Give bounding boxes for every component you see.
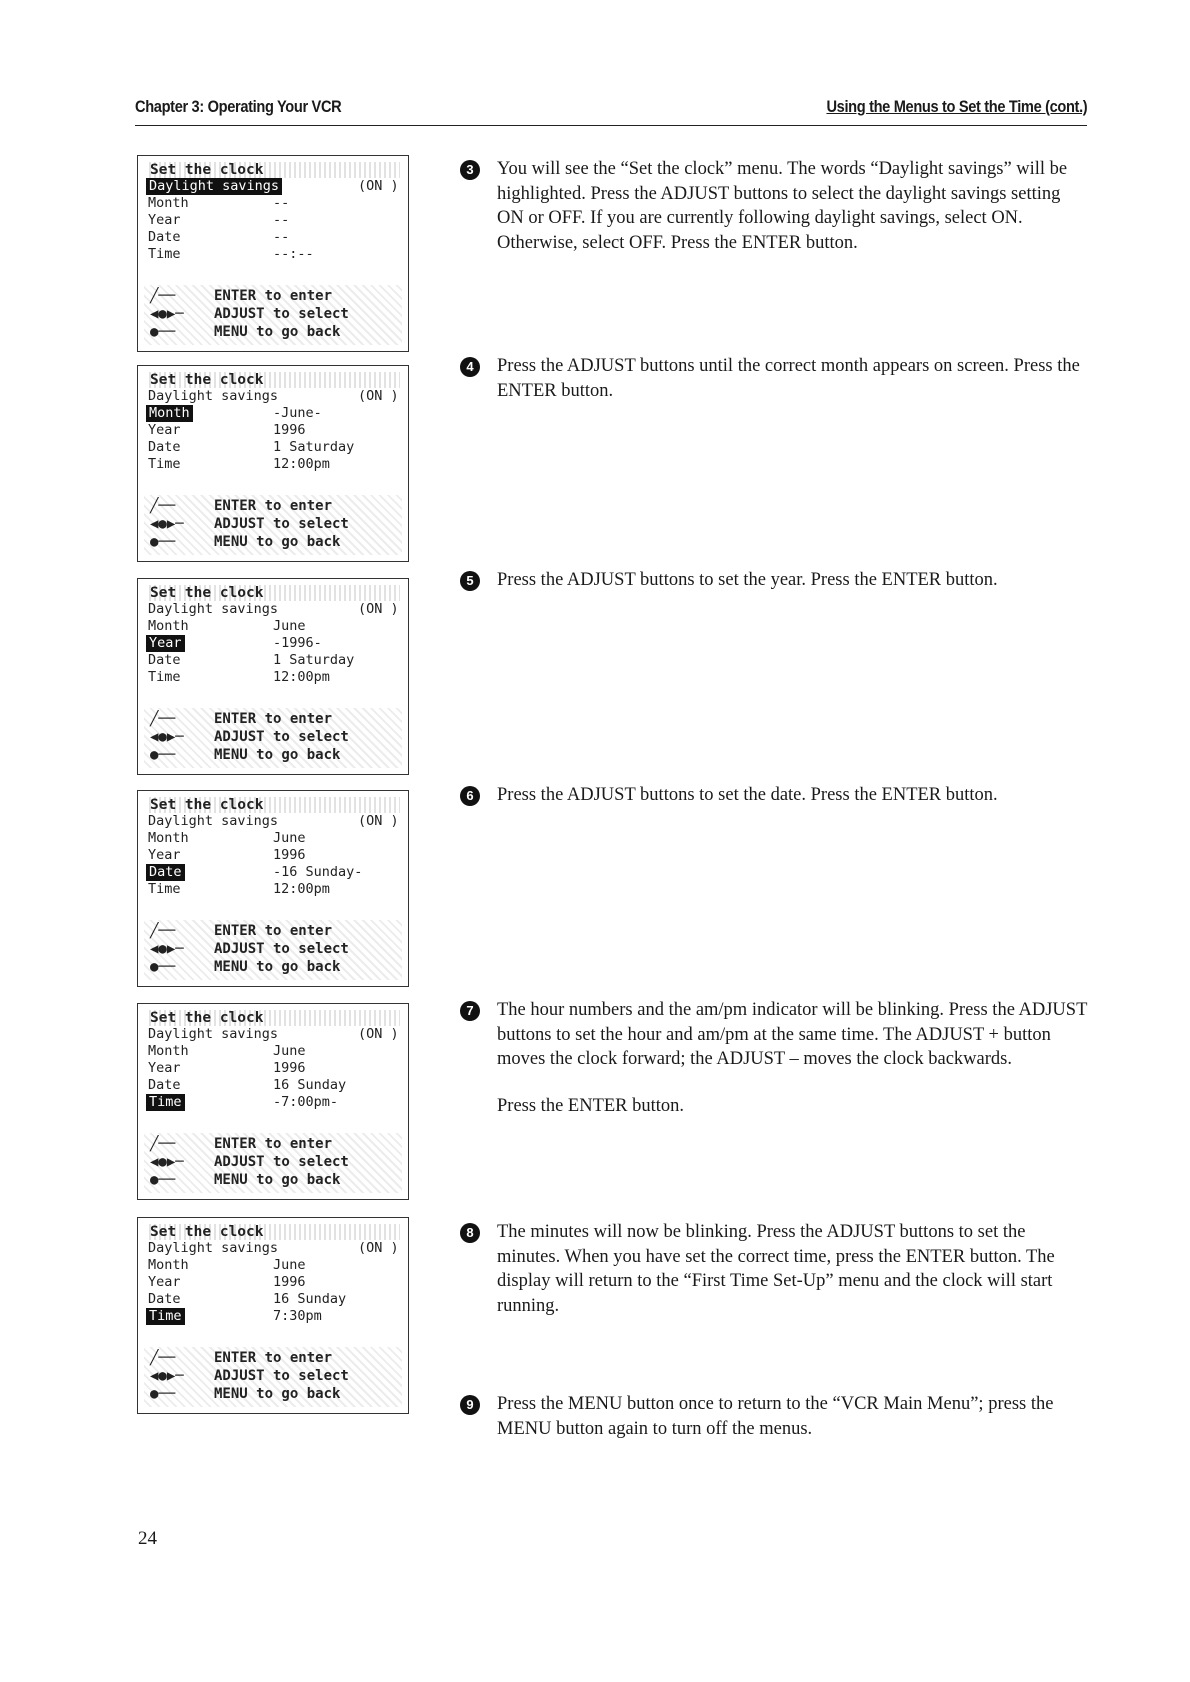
menu-row — [148, 439, 408, 456]
step-number-icon: 7 — [460, 1001, 480, 1021]
menu-row-label: Daylight savings — [148, 601, 279, 617]
step-paragraph: The minutes will now be blinking. Press the ADJUST buttons to set the minutes. When you have set the correct time, press the ENTER button. The display will return to the “First Time Set-Up” menu and the clock will start running. — [497, 1222, 1055, 1316]
menu-row-value: -1996- — [273, 635, 322, 651]
menu-row-setting: (ON ) — [358, 601, 399, 617]
screen-title: Set the clock — [146, 1010, 400, 1026]
step-number-icon: 5 — [460, 571, 480, 591]
menu-row — [148, 830, 408, 847]
menu-row — [148, 618, 408, 635]
menu-instruction — [148, 323, 398, 341]
menu-row-label: Date — [146, 864, 185, 881]
button-instructions — [144, 495, 402, 555]
menu-row-label: Daylight savings — [146, 178, 282, 195]
step-text — [497, 157, 1090, 255]
menu-row-value: June — [273, 1043, 306, 1059]
instruction-text: ADJUST to select — [214, 516, 349, 532]
menu-row-value: June — [273, 618, 306, 634]
clock-menu-screen — [137, 578, 409, 775]
menu-row-value: 1 Saturday — [273, 439, 355, 455]
menu-row-value: 12:00pm — [273, 881, 330, 897]
menu-row-label: Daylight savings — [148, 1240, 279, 1256]
menu-row — [148, 1274, 408, 1291]
instruction-text: ENTER to enter — [214, 498, 333, 514]
menu-row-value: 16 Sunday — [273, 1077, 347, 1093]
adjust-buttons-icon: ◀●▶─ — [150, 1154, 184, 1170]
menu-button-icon: ●── — [150, 534, 176, 550]
instruction-text: ADJUST to select — [214, 729, 349, 745]
menu-row-label: Date — [148, 652, 181, 668]
instruction-text: ENTER to enter — [214, 1136, 333, 1152]
menu-row-label: Time — [146, 1308, 185, 1325]
menu-row-label: Month — [148, 1043, 189, 1059]
adjust-instruction — [148, 940, 398, 958]
menu-row — [148, 669, 408, 686]
screen-title: Set the clock — [146, 585, 400, 601]
menu-row-label: Year — [148, 422, 181, 438]
instruction-text: MENU to go back — [214, 959, 341, 975]
enter-instruction — [148, 287, 398, 305]
step-text — [497, 354, 1090, 403]
button-instructions — [144, 708, 402, 768]
adjust-instruction — [148, 305, 398, 323]
clock-menu-screen — [137, 155, 409, 352]
menu-row — [148, 601, 408, 618]
enter-instruction — [148, 1349, 398, 1367]
menu-row — [148, 652, 408, 669]
menu-row — [148, 847, 408, 864]
adjust-instruction — [148, 1153, 398, 1171]
enter-instruction — [148, 1135, 398, 1153]
menu-row-label: Daylight savings — [148, 388, 279, 404]
menu-row-value: --:-- — [273, 246, 314, 262]
menu-row — [148, 195, 408, 212]
step-number-icon: 9 — [460, 1395, 480, 1415]
menu-row — [148, 635, 408, 652]
section-title: Using the Menus to Set the Time (cont.) — [826, 97, 1087, 116]
menu-instruction — [148, 746, 398, 764]
adjust-buttons-icon: ◀●▶─ — [150, 1368, 184, 1384]
menu-row — [148, 1043, 408, 1060]
instruction-text: MENU to go back — [214, 747, 341, 763]
menu-row-value: 16 Sunday — [273, 1291, 347, 1307]
menu-button-icon: ●── — [150, 747, 176, 763]
step-paragraph: You will see the “Set the clock” menu. The words “Daylight savings” will be highlighted. Press the ADJUST buttons to select the daylight savings setting ON or OFF. If you are currently following daylight savings, select ON. Otherwise, select OFF. Press the ENTER button. — [497, 159, 1068, 253]
menu-row-value: 12:00pm — [273, 456, 330, 472]
clock-menu-screen — [137, 790, 409, 987]
menu-instruction — [148, 1171, 398, 1189]
menu-row-setting: (ON ) — [358, 178, 399, 194]
menu-button-icon: ●── — [150, 1172, 176, 1188]
adjust-instruction — [148, 1367, 398, 1385]
enter-instruction — [148, 922, 398, 940]
screen-title: Set the clock — [146, 162, 400, 178]
instruction-text: MENU to go back — [214, 534, 341, 550]
menu-row-label: Time — [146, 1094, 185, 1111]
menu-row-label: Year — [148, 847, 181, 863]
menu-row-value: 1 Saturday — [273, 652, 355, 668]
adjust-buttons-icon: ◀●▶─ — [150, 941, 184, 957]
clock-menu-screen — [137, 1217, 409, 1414]
instruction-text: ENTER to enter — [214, 711, 333, 727]
menu-row-value: 1996 — [273, 422, 306, 438]
step-number-icon: 6 — [460, 786, 480, 806]
step-paragraph: Press the ADJUST buttons until the correct month appears on screen. Press the ENTER button. — [497, 356, 1080, 401]
page-header — [135, 95, 1087, 126]
menu-row-label: Date — [148, 229, 181, 245]
instruction-text: ADJUST to select — [214, 1154, 349, 1170]
menu-row-label: Month — [148, 1257, 189, 1273]
button-instructions — [144, 1133, 402, 1193]
step-paragraph: Press the MENU button once to return to the “VCR Main Menu”; press the MENU button again to turn off the menus. — [497, 1394, 1054, 1439]
menu-row-label: Month — [146, 405, 193, 422]
menu-row-label: Month — [148, 830, 189, 846]
menu-row — [148, 229, 408, 246]
adjust-buttons-icon: ◀●▶─ — [150, 516, 184, 532]
menu-row-value: -June- — [273, 405, 322, 421]
menu-button-icon: ●── — [150, 959, 176, 975]
screen-title: Set the clock — [146, 797, 400, 813]
button-instructions — [144, 1347, 402, 1407]
menu-row — [148, 1026, 408, 1043]
menu-row-label: Year — [148, 1060, 181, 1076]
instruction-text: MENU to go back — [214, 324, 341, 340]
page-number: 24 — [138, 1528, 157, 1549]
button-instructions — [144, 920, 402, 980]
menu-row-setting: (ON ) — [358, 388, 399, 404]
menu-row — [148, 388, 408, 405]
menu-row — [148, 422, 408, 439]
menu-instruction — [148, 533, 398, 551]
menu-row-label: Time — [148, 456, 181, 472]
menu-row — [148, 1308, 408, 1325]
step-paragraph: The hour numbers and the am/pm indicator will be blinking. Press the ADJUST buttons to set the hour and am/pm at the same time. The ADJUST + button moves the clock forward; the ADJUST – moves the clock backwards. — [497, 1000, 1088, 1069]
menu-row-label: Year — [148, 212, 181, 228]
menu-instruction — [148, 958, 398, 976]
menu-row — [148, 1094, 408, 1111]
step-text — [497, 568, 1090, 593]
menu-row-value: -16 Sunday- — [273, 864, 363, 880]
instruction-text: ENTER to enter — [214, 288, 333, 304]
step-text — [497, 783, 1090, 808]
menu-row — [148, 246, 408, 263]
clock-menu-screen — [137, 1003, 409, 1200]
menu-row — [148, 1077, 408, 1094]
menu-row — [148, 1060, 408, 1077]
enter-button-icon: ╱── — [150, 1350, 176, 1366]
enter-button-icon: ╱── — [150, 711, 176, 727]
button-instructions — [144, 285, 402, 345]
menu-row-label: Daylight savings — [148, 813, 279, 829]
menu-row — [148, 881, 408, 898]
enter-instruction — [148, 710, 398, 728]
menu-row-setting: (ON ) — [358, 813, 399, 829]
menu-row-label: Time — [148, 669, 181, 685]
menu-button-icon: ●── — [150, 324, 176, 340]
enter-instruction — [148, 497, 398, 515]
instruction-text: ADJUST to select — [214, 941, 349, 957]
menu-row-label: Date — [148, 1291, 181, 1307]
menu-row — [148, 1257, 408, 1274]
adjust-buttons-icon: ◀●▶─ — [150, 306, 184, 322]
step-text — [497, 998, 1090, 1118]
menu-row-value: 1996 — [273, 847, 306, 863]
menu-row-label: Date — [148, 439, 181, 455]
instruction-text: ADJUST to select — [214, 1368, 349, 1384]
menu-row-label: Time — [148, 881, 181, 897]
menu-row-value: -- — [273, 212, 290, 228]
menu-row-value: 12:00pm — [273, 669, 330, 685]
adjust-instruction — [148, 515, 398, 533]
instruction-text: ENTER to enter — [214, 923, 333, 939]
menu-row-setting: (ON ) — [358, 1240, 399, 1256]
enter-button-icon: ╱── — [150, 923, 176, 939]
menu-row-label: Year — [146, 635, 185, 652]
menu-row-setting: (ON ) — [358, 1026, 399, 1042]
clock-menu-screen — [137, 365, 409, 562]
enter-button-icon: ╱── — [150, 498, 176, 514]
menu-row-value: 7:30pm — [273, 1308, 322, 1324]
menu-row-label: Month — [148, 195, 189, 211]
enter-button-icon: ╱── — [150, 288, 176, 304]
menu-row — [148, 405, 408, 422]
menu-row-label: Time — [148, 246, 181, 262]
menu-button-icon: ●── — [150, 1386, 176, 1402]
menu-row-value: -- — [273, 195, 290, 211]
menu-row-value: June — [273, 830, 306, 846]
menu-row-value: 1996 — [273, 1060, 306, 1076]
menu-row — [148, 178, 408, 195]
menu-instruction — [148, 1385, 398, 1403]
instruction-text: ADJUST to select — [214, 306, 349, 322]
menu-row — [148, 813, 408, 830]
menu-row-value: 1996 — [273, 1274, 306, 1290]
menu-row — [148, 1291, 408, 1308]
menu-row — [148, 864, 408, 881]
instruction-text: MENU to go back — [214, 1386, 341, 1402]
adjust-buttons-icon: ◀●▶─ — [150, 729, 184, 745]
step-paragraph: Press the ADJUST buttons to set the date. Press the ENTER button. — [497, 785, 998, 805]
menu-row — [148, 456, 408, 473]
step-text — [497, 1392, 1090, 1441]
menu-row-value: -- — [273, 229, 290, 245]
step-text — [497, 1220, 1090, 1318]
menu-row-label: Year — [148, 1274, 181, 1290]
menu-row-label: Month — [148, 618, 189, 634]
step-number-icon: 3 — [460, 160, 480, 180]
menu-row-label: Daylight savings — [148, 1026, 279, 1042]
instruction-text: ENTER to enter — [214, 1350, 333, 1366]
menu-row — [148, 1240, 408, 1257]
step-number-icon: 8 — [460, 1223, 480, 1243]
menu-row-label: Date — [148, 1077, 181, 1093]
chapter-title: Chapter 3: Operating Your VCR — [135, 97, 342, 116]
step-paragraph: Press the ADJUST buttons to set the year. Press the ENTER button. — [497, 570, 998, 590]
screen-title: Set the clock — [146, 1224, 400, 1240]
adjust-instruction — [148, 728, 398, 746]
step-number-icon: 4 — [460, 357, 480, 377]
menu-row — [148, 212, 408, 229]
step-paragraph: Press the ENTER button. — [497, 1095, 685, 1116]
enter-button-icon: ╱── — [150, 1136, 176, 1152]
menu-row-value: June — [273, 1257, 306, 1273]
menu-row-value: -7:00pm- — [273, 1094, 339, 1110]
screen-title: Set the clock — [146, 372, 400, 388]
instruction-text: MENU to go back — [214, 1172, 341, 1188]
